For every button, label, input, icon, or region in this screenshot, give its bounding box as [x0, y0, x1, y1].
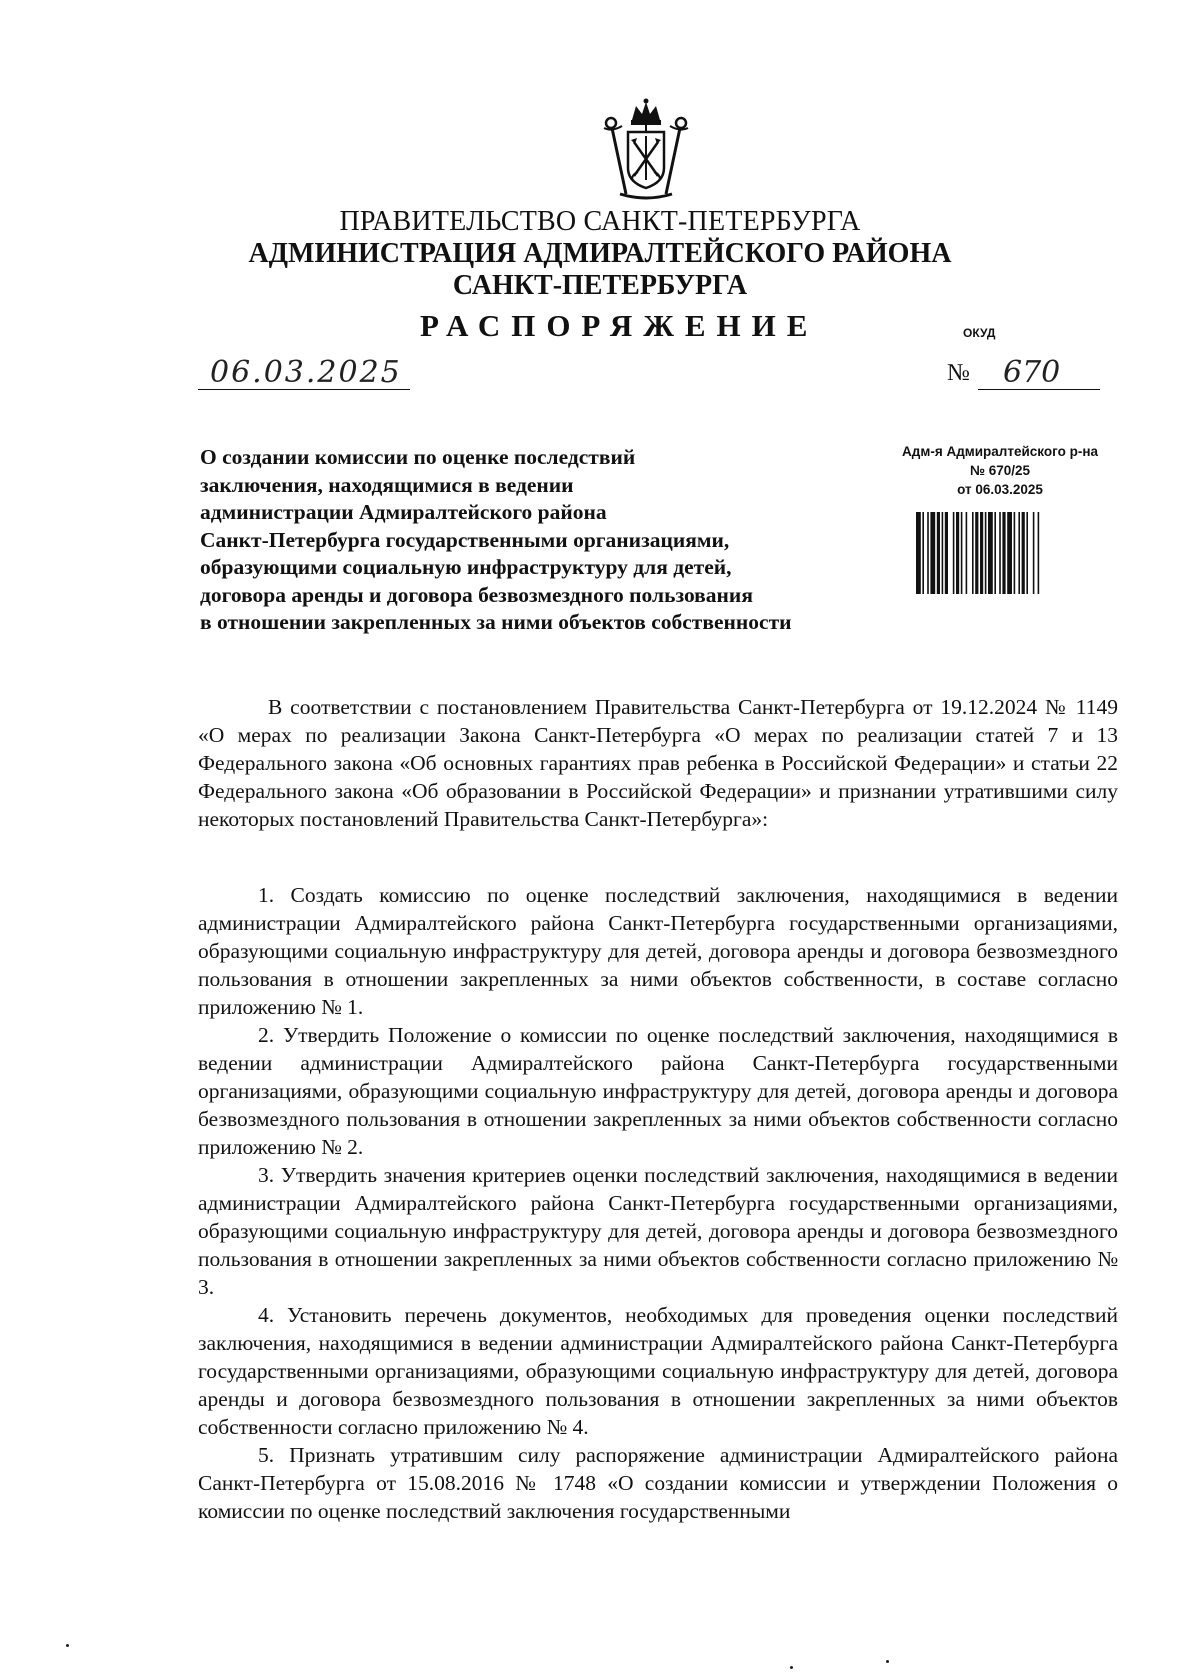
subject-line: Санкт-Петербурга государственными организациями, [200, 527, 730, 552]
subject-line: в отношении закрепленных за ними объектов собственности [200, 610, 792, 634]
order-items [198, 881, 1118, 1525]
barcode-bar [1007, 512, 1012, 594]
subject-line: заключения, находящимися в ведении [200, 472, 574, 497]
barcode-bar [942, 512, 944, 594]
barcode-bar [1033, 512, 1035, 594]
order-item-3: 3. Утвердить значения критериев оценки последствий заключения, находящимися в ведении администрации Адмиралтейского района Санкт-Петербурга государственными организациями, образующими социальную инфраструктуру для детей, договора аренды и договора безвозмездного пользования в отношении закрепленных за ними объектов собственности согласно приложению № 3. [198, 1163, 1118, 1299]
subject-line: договора аренды и договора безвозмездного пользования [200, 582, 753, 607]
subject-line: О создании комиссии по оценке последствий [200, 445, 636, 469]
barcode-bar [927, 512, 929, 594]
preamble [198, 693, 1118, 833]
barcode-bar [1002, 512, 1005, 594]
barcode-bar [980, 512, 983, 594]
document-type-title: РАСПОРЯЖЕНИЕ [420, 308, 819, 343]
barcode-bar [1018, 512, 1020, 594]
stamp-organization: Адм-я Адмиралтейского р-на [902, 444, 1098, 459]
date-underline [198, 389, 410, 390]
barcode-bar [1038, 512, 1040, 594]
stamp-date: от 06.03.2025 [957, 482, 1043, 497]
saint-petersburg-coat-of-arms-emblem [598, 98, 694, 202]
barcode-bar [972, 512, 974, 594]
scan-speck [790, 1666, 793, 1669]
barcode-bar [1022, 512, 1025, 594]
barcode-bar [953, 512, 955, 594]
barcode-bar [994, 512, 996, 594]
number-underline [978, 389, 1100, 390]
barcode-bar [999, 512, 1001, 594]
preamble-paragraph: В соответствии с постановлением Правительства Санкт-Петербурга от 19.12.2024 № 1149 «О мерах по реализации Закона Санкт-Петербурга «О мерах по реализации статей 7 и 13 Федерального закона «Об основных гарантиях прав ребенка в Российской Федерации» и статьи 22 Федерального закона «Об образовании в Российской Федерации» и признании утратившими силу некоторых постановлений Правительства Санкт-Петербурга»: [198, 695, 1118, 831]
handwritten-date: 06.03.2025 [210, 355, 402, 390]
barcode-bar [945, 512, 948, 594]
barcode-bar [937, 512, 940, 594]
city-name-heading: САНКТ-ПЕТЕРБУРГА [452, 270, 748, 301]
barcode-bar [930, 512, 935, 594]
scan-speck [886, 1660, 889, 1663]
subject-line: образующими социальную инфраструктуру для детей, [200, 555, 732, 579]
order-item-1: 1. Создать комиссию по оценке последствий заключения, находящимися в ведении администрации Адмиралтейского района Санкт-Петербурга государственными организациями, образующими социальную инфраструктуру для детей, договора аренды и договора безвозмездного пользования в отношении закрепленных за ними объектов собственности, в составе согласно приложению № 1. [198, 883, 1118, 1019]
barcode-bar [1014, 512, 1016, 594]
subject-line: администрации Адмиралтейского района [200, 500, 607, 524]
stamp-number: № 670/25 [969, 463, 1031, 478]
order-item-2: 2. Утвердить Положение о комиссии по оценке последствий заключения, находящимися в ведении администрации Адмиралтейского района Санкт-Петербурга государственными организациями, образующими социальную инфраструктуру для детей, договора аренды и договора безвозмездного пользования в отношении закрепленных за ними объектов собственности согласно приложению № 2. [198, 1023, 1118, 1159]
government-name-heading: ПРАВИТЕЛЬСТВО САНКТ-ПЕТЕРБУРГА [339, 206, 861, 237]
barcode-bar [961, 512, 963, 594]
registration-stamp [885, 442, 1115, 499]
order-item-5: 5. Признать утратившим силу распоряжение администрации Адмиралтейского района Санкт-Петербурга от 15.08.2016 № 1748 «О создании комиссии и утверждении Положения о комиссии по оценке последствий заключения государственными [198, 1443, 1118, 1523]
barcode-bar [922, 512, 924, 594]
barcode-bar [988, 512, 993, 594]
barcode-bar [1026, 512, 1028, 594]
barcode-bar [956, 512, 959, 594]
okud-label: ОКУД [963, 326, 996, 340]
scan-speck [66, 1644, 69, 1647]
barcode-bar [916, 512, 921, 594]
barcode-bar [966, 512, 968, 594]
registration-barcode [916, 512, 1086, 594]
barcode-bar [985, 512, 987, 594]
number-sign: № [947, 360, 970, 386]
order-item-4: 4. Установить перечень документов, необходимых для проведения оценки последствий заключения, находящимися в ведении администрации Адмиралтейского района Санкт-Петербурга государственными организациями, образующими социальную инфраструктуру для детей, договора аренды и договора безвозмездного пользования в отношении закрепленных за ними объектов собственности согласно приложению № 4. [198, 1303, 1118, 1439]
handwritten-number: 670 [1003, 355, 1061, 390]
document-subject [200, 444, 920, 637]
administration-name-heading: АДМИНИСТРАЦИЯ АДМИРАЛТЕЙСКОГО РАЙОНА [248, 238, 952, 269]
barcode-bar [975, 512, 978, 594]
